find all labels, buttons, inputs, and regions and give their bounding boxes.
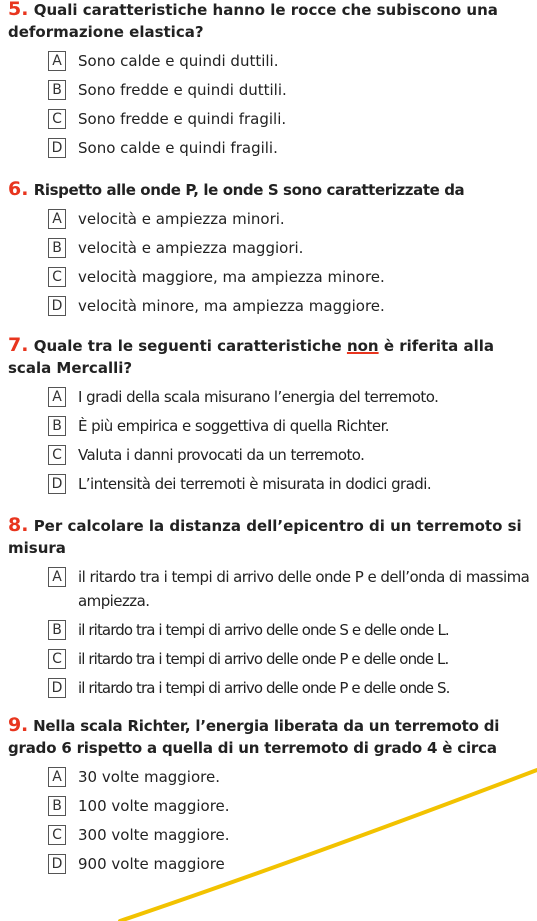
question-number: 9. — [8, 714, 29, 736]
question-number: 7. — [8, 334, 29, 356]
question-title — [8, 714, 531, 759]
option-text: il ritardo tra i tempi di arrivo delle onde P e delle onde S. — [78, 679, 450, 697]
option-text: 900 volte maggiore — [78, 855, 225, 873]
option-text: Sono calde e quindi fragili. — [78, 139, 278, 157]
option-letter: B — [48, 416, 66, 436]
option-letter: B — [48, 80, 66, 100]
question-text: Quali caratteristiche hanno le rocce che subiscono una deformazione elastica? — [8, 1, 498, 41]
question-text-underlined: non — [346, 337, 379, 355]
option-c[interactable] — [48, 443, 531, 467]
option-letter: B — [48, 238, 66, 258]
option-letter: A — [48, 51, 66, 71]
question-text: Per calcolare la distanza dell’epicentro di un terremoto si misura — [8, 517, 522, 557]
question-6 — [8, 178, 531, 323]
question-number: 6. — [8, 178, 29, 200]
option-a[interactable] — [48, 207, 531, 231]
question-8 — [8, 514, 531, 705]
option-letter: A — [48, 387, 66, 407]
option-letter: D — [48, 678, 66, 698]
option-c[interactable] — [48, 265, 531, 289]
option-a[interactable] — [48, 765, 531, 789]
option-letter: B — [48, 620, 66, 640]
question-5 — [8, 0, 531, 165]
question-title — [8, 178, 531, 201]
option-b[interactable] — [48, 618, 531, 642]
option-text: il ritardo tra i tempi di arrivo delle onde S e delle onde L. — [78, 621, 449, 639]
question-title — [8, 334, 531, 379]
option-c[interactable] — [48, 107, 531, 131]
question-title — [8, 0, 531, 43]
option-text: il ritardo tra i tempi di arrivo delle onde P e dell’onda di massima ampiezza. — [78, 568, 530, 610]
option-letter: A — [48, 209, 66, 229]
option-letter: C — [48, 445, 66, 465]
question-text: Nella scala Richter, l’energia liberata da un terremoto di grado 6 rispetto a quella di un terremoto di grado 4 è circa — [8, 717, 500, 757]
option-letter: B — [48, 796, 66, 816]
option-text: Sono calde e quindi duttili. — [78, 52, 279, 70]
question-text-after: è riferita alla scala Mercalli? — [8, 337, 495, 377]
option-b[interactable] — [48, 236, 531, 260]
option-text: Sono fredde e quindi fragili. — [78, 110, 287, 128]
option-text: velocità e ampiezza minori. — [78, 210, 285, 228]
option-letter: D — [48, 474, 66, 494]
option-b[interactable] — [48, 794, 531, 818]
option-letter: C — [48, 109, 66, 129]
option-text: I gradi della scala misurano l’energia del terremoto. — [78, 388, 439, 406]
option-a[interactable] — [48, 565, 531, 613]
option-letter: C — [48, 825, 66, 845]
option-d[interactable] — [48, 852, 531, 876]
option-d[interactable] — [48, 472, 531, 496]
option-d[interactable] — [48, 294, 531, 318]
question-title — [8, 514, 531, 559]
option-text: Valuta i danni provocati da un terremoto. — [78, 446, 365, 464]
option-letter: C — [48, 267, 66, 287]
option-text: 100 volte maggiore. — [78, 797, 230, 815]
option-d[interactable] — [48, 136, 531, 160]
question-text-before: Quale tra le seguenti caratteristiche — [33, 337, 347, 355]
option-text: L’intensità dei terremoti è misurata in dodici gradi. — [78, 475, 432, 493]
question-9 — [8, 714, 531, 881]
option-b[interactable] — [48, 414, 531, 438]
option-letter: D — [48, 138, 66, 158]
option-text: Sono fredde e quindi duttili. — [78, 81, 287, 99]
question-text: Rispetto alle onde P, le onde S sono caratterizzate da — [33, 181, 465, 199]
option-c[interactable] — [48, 647, 531, 671]
option-text: velocità minore, ma ampiezza maggiore. — [78, 297, 385, 315]
option-letter: A — [48, 767, 66, 787]
option-text: È più empirica e soggettiva di quella Richter. — [78, 417, 390, 435]
option-text: velocità e ampiezza maggiori. — [78, 239, 304, 257]
option-b[interactable] — [48, 78, 531, 102]
option-a[interactable] — [48, 385, 531, 409]
question-number: 5. — [8, 0, 29, 20]
option-letter: D — [48, 854, 66, 874]
option-text: velocità maggiore, ma ampiezza minore. — [78, 268, 385, 286]
option-a[interactable] — [48, 49, 531, 73]
question-7 — [8, 334, 531, 501]
option-d[interactable] — [48, 676, 531, 700]
question-number: 8. — [8, 514, 29, 536]
option-c[interactable] — [48, 823, 531, 847]
option-letter: D — [48, 296, 66, 316]
option-letter: A — [48, 567, 66, 587]
option-letter: C — [48, 649, 66, 669]
option-text: 300 volte maggiore. — [78, 826, 230, 844]
option-text: il ritardo tra i tempi di arrivo delle onde P e delle onde L. — [78, 650, 449, 668]
option-text: 30 volte maggiore. — [78, 768, 220, 786]
